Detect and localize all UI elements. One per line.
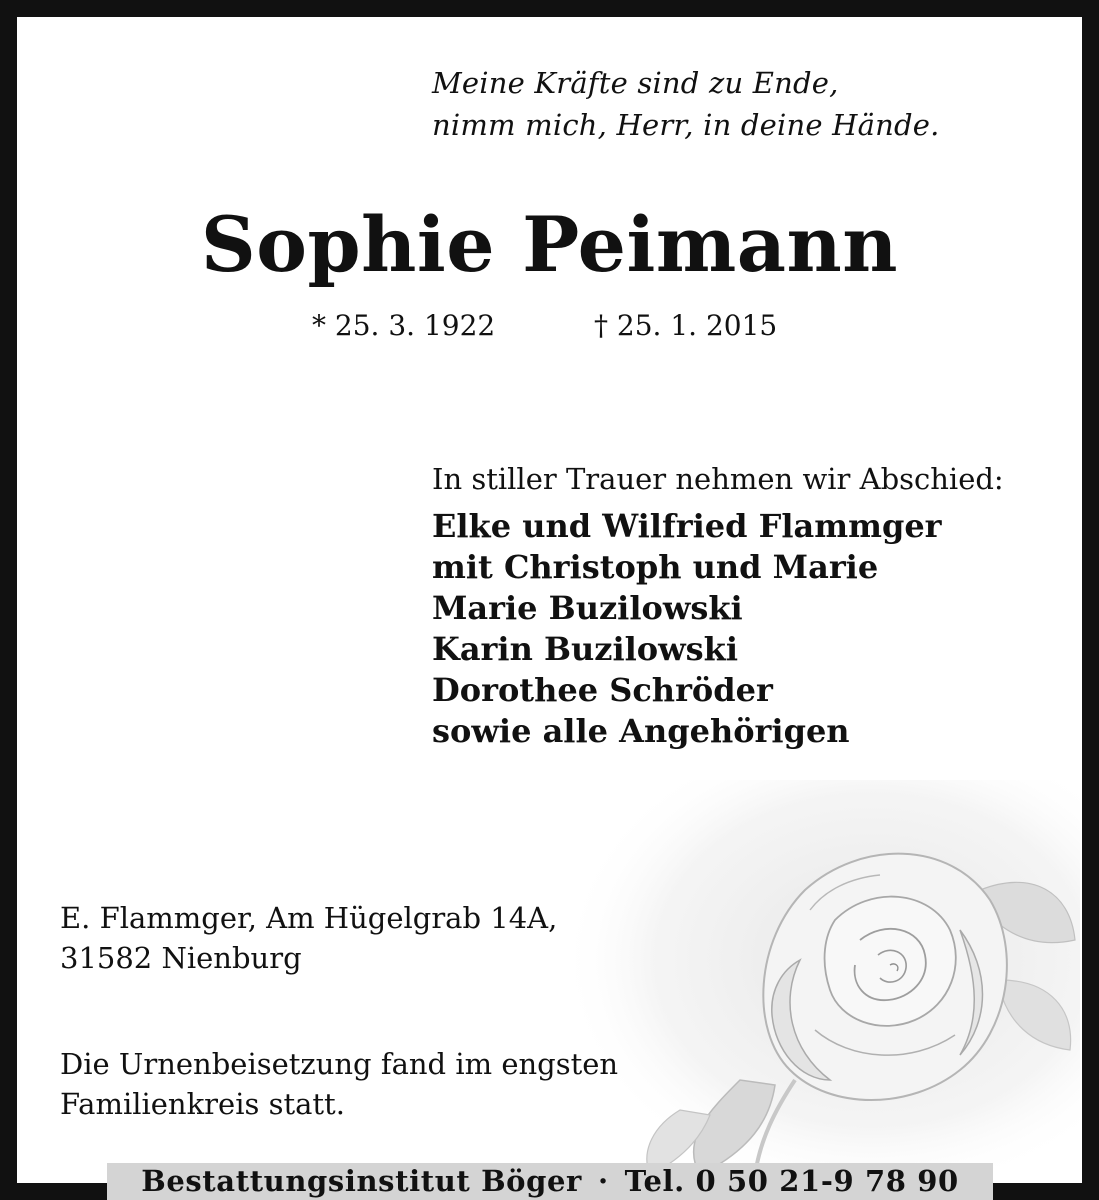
- address-line-2: 31582 Nienburg: [60, 941, 302, 975]
- funeral-home-name: Bestattungsinstitut Böger: [141, 1164, 582, 1198]
- verse-line-2: nimm mich, Herr, in deine Hände.: [432, 108, 940, 142]
- burial-note-line-1: Die Urnenbeisetzung fand im engsten: [60, 1047, 619, 1081]
- mourner: mit Christoph und Marie: [432, 548, 879, 586]
- birth-date: * 25. 3. 1922: [312, 309, 496, 342]
- funeral-home-footer: [107, 1163, 993, 1200]
- death-date: † 25. 1. 2015: [594, 309, 778, 342]
- mourner: Elke und Wilfried Flammger: [432, 507, 942, 545]
- mourner: Karin Buzilowski: [432, 630, 738, 668]
- mourner: Marie Buzilowski: [432, 589, 743, 627]
- footer-separator: ·: [597, 1164, 609, 1198]
- border-bottom-right: [993, 1183, 1099, 1200]
- verse: [432, 62, 940, 146]
- address-line-1: E. Flammger, Am Hügelgrab 14A,: [60, 901, 558, 935]
- deceased-name: Sophie Peimann: [200, 200, 899, 289]
- mourners-list: [432, 506, 942, 752]
- burial-note: [60, 1044, 618, 1124]
- mourner: sowie alle Angehörigen: [432, 712, 850, 750]
- rose-icon: [560, 780, 1080, 1180]
- border-bottom-left: [0, 1183, 107, 1200]
- mourning-intro: In stiller Trauer nehmen wir Abschied:: [432, 462, 1004, 496]
- verse-line-1: Meine Kräfte sind zu Ende,: [432, 66, 839, 100]
- mourner: Dorothee Schröder: [432, 671, 773, 709]
- burial-note-line-2: Familienkreis statt.: [60, 1087, 345, 1121]
- contact-address: [60, 898, 557, 978]
- funeral-home-phone: Tel. 0 50 21-9 78 90: [624, 1164, 959, 1198]
